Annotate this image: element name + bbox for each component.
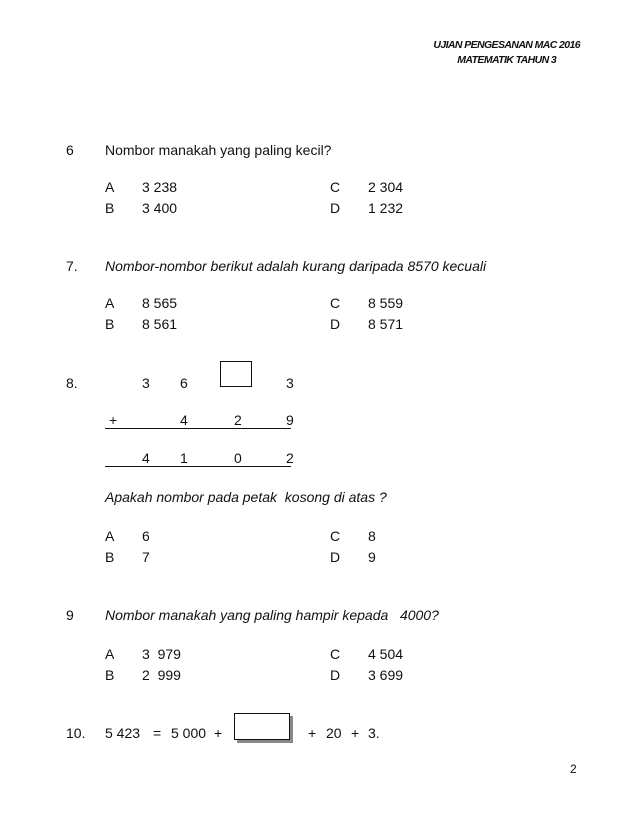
q10-left-value: 5 423 [105,725,141,741]
q8-row3-digit1: 4 [142,450,150,466]
q8-row2-digit1: 4 [180,412,188,428]
q9-option-c-letter: C [330,646,341,662]
q10-number: 10. [66,725,86,741]
q9-text: Nombor manakah yang paling hampir kepada 4000? [105,607,439,623]
q8-row2-digit2: 2 [234,412,242,428]
q6-option-c-value: 2 304 [368,179,404,195]
q6-option-d-value: 1 232 [368,200,404,216]
q8-row3-underline [105,466,291,467]
header-title: UJIAN PENGESANAN MAC 2016 [433,39,580,51]
q8-option-d-letter: D [330,549,341,565]
q7-option-a-value: 8 565 [142,295,178,311]
q6-option-b-letter: B [105,200,115,216]
q8-number: 8. [66,375,78,391]
q8-text: Apakah nombor pada petak kosong di atas ? [105,489,387,505]
q8-option-a-value: 6 [142,528,150,544]
q10-term-4: 3. [368,725,380,741]
q8-row3-digit4: 2 [286,450,294,466]
q9-number: 9 [66,607,74,623]
q9-option-b-value: 2 999 [142,667,181,683]
q8-option-b-letter: B [105,549,115,565]
q7-number: 7. [66,258,78,274]
q8-row1-digit1: 3 [142,375,150,391]
q7-option-c-value: 8 559 [368,295,404,311]
q10-plus-1: + [214,725,223,741]
q10-term-1: 5 000 [171,725,207,741]
q8-row1-digit2: 6 [180,375,188,391]
q6-text: Nombor manakah yang paling kecil? [105,142,332,158]
q7-option-a-letter: A [105,295,115,311]
header-subject: MATEMATIK TAHUN 3 [457,54,557,66]
q8-row3-digit2: 1 [180,450,188,466]
page-number: 2 [570,762,577,776]
q8-option-a-letter: A [105,528,115,544]
q10-plus-3: + [351,725,360,741]
q6-number: 6 [66,142,74,158]
q7-text: Nombor-nombor berikut adalah kurang daripada 8570 kecuali [105,258,487,274]
q8-option-d-value: 9 [368,549,376,565]
q8-option-c-value: 8 [368,528,376,544]
q9-option-a-value: 3 979 [142,646,181,662]
q6-option-c-letter: C [330,179,341,195]
q9-option-d-letter: D [330,667,341,683]
exam-header [433,38,580,68]
q8-operator: + [109,412,118,428]
q10-answer-box [234,713,290,740]
q6-option-d-letter: D [330,200,341,216]
q8-option-c-letter: C [330,528,341,544]
q10-plus-2: + [308,725,317,741]
q7-option-d-value: 8 571 [368,316,404,332]
q8-option-b-value: 7 [142,549,150,565]
q8-empty-box [220,361,252,387]
q9-option-d-value: 3 699 [368,667,404,683]
q9-option-b-letter: B [105,667,115,683]
q8-row2-underline [105,428,291,429]
q8-row2-digit3: 9 [286,412,294,428]
q9-option-a-letter: A [105,646,115,662]
q6-option-b-value: 3 400 [142,200,178,216]
q7-option-b-value: 8 561 [142,316,178,332]
q8-row3-digit3: 0 [234,450,242,466]
q6-option-a-letter: A [105,179,115,195]
q10-equals: = [153,725,162,741]
q7-option-b-letter: B [105,316,115,332]
q7-option-d-letter: D [330,316,341,332]
q8-row1-digit4: 3 [286,375,294,391]
q9-option-c-value: 4 504 [368,646,404,662]
q10-term-3: 20 [326,725,342,741]
q7-option-c-letter: C [330,295,341,311]
q6-option-a-value: 3 238 [142,179,178,195]
